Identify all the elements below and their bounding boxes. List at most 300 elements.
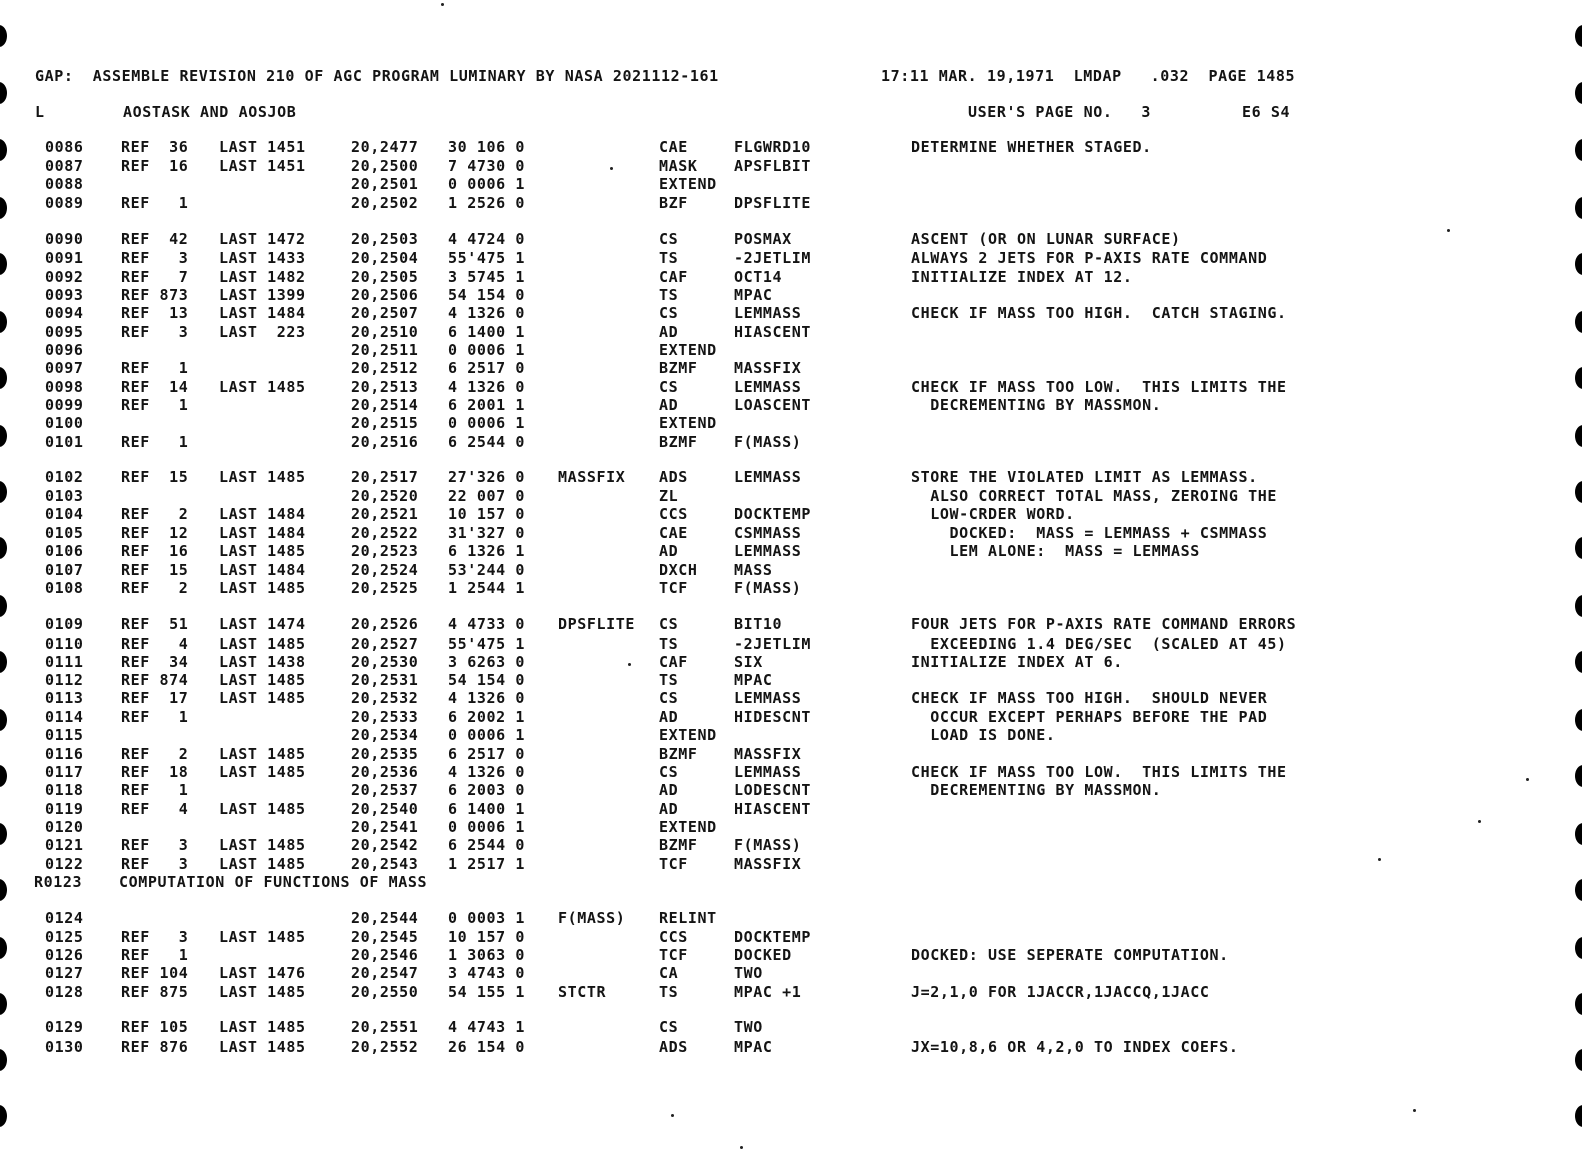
line-number: 0112 <box>45 671 84 689</box>
listing-row <box>0 818 1582 836</box>
octal-word: 7 4730 0 <box>448 157 526 175</box>
address: 20,2514 <box>351 396 419 414</box>
ref-count: REF 18 <box>121 763 189 781</box>
ref-count: REF 14 <box>121 378 189 396</box>
ref-count: REF 4 <box>121 635 189 653</box>
print-speck <box>628 663 631 666</box>
octal-word: 53'244 0 <box>448 561 526 579</box>
ref-count: REF 15 <box>121 468 189 486</box>
octal-word: 4 1326 0 <box>448 378 526 396</box>
punch-hole <box>1575 1105 1582 1127</box>
ref-count: REF 1 <box>121 946 189 964</box>
ref-count: REF 42 <box>121 230 189 248</box>
ref-count: REF 2 <box>121 745 189 763</box>
listing-row <box>0 708 1582 726</box>
line-number: 0102 <box>45 468 84 486</box>
line-number: 0105 <box>45 524 84 542</box>
opcode: BZF <box>659 194 688 212</box>
octal-word: 4 1326 0 <box>448 304 526 322</box>
listing-row <box>0 323 1582 341</box>
code-label: DPSFLITE <box>558 615 636 633</box>
address: 20,2543 <box>351 855 419 873</box>
line-number: 0104 <box>45 505 84 523</box>
opcode: CS <box>659 378 679 396</box>
comment: CHECK IF MASS TOO LOW. THIS LIMITS THE <box>911 378 1287 396</box>
address: 20,2527 <box>351 635 419 653</box>
opcode: TCF <box>659 579 688 597</box>
last-ref: LAST 1438 <box>219 653 306 671</box>
listing-row <box>0 468 1582 486</box>
opcode: CS <box>659 230 679 248</box>
punch-hole <box>1575 82 1582 104</box>
listing-row <box>0 836 1582 854</box>
comment: LEM ALONE: MASS = LEMMASS <box>911 542 1200 560</box>
line-number: 0125 <box>45 928 84 946</box>
ref-count: REF 1 <box>121 433 189 451</box>
opcode: CA <box>659 964 679 982</box>
line-number: 0116 <box>45 745 84 763</box>
ref-count: REF 36 <box>121 138 189 156</box>
opcode: TS <box>659 286 679 304</box>
address: 20,2507 <box>351 304 419 322</box>
listing-row <box>0 194 1582 212</box>
operand: DOCKTEMP <box>734 928 812 946</box>
listing-row <box>0 378 1582 396</box>
address: 20,2524 <box>351 561 419 579</box>
opcode: BZMF <box>659 433 698 451</box>
line-number: 0100 <box>45 414 84 432</box>
listing-row <box>0 341 1582 359</box>
octal-word: 54 154 0 <box>448 671 526 689</box>
listing-row <box>0 653 1582 671</box>
address: 20,2522 <box>351 524 419 542</box>
address: 20,2542 <box>351 836 419 854</box>
listing-row <box>0 414 1582 432</box>
listing-row <box>0 946 1582 964</box>
comment: FOUR JETS FOR P-AXIS RATE COMMAND ERRORS <box>911 615 1297 633</box>
line-number: 0094 <box>45 304 84 322</box>
address: 20,2512 <box>351 359 419 377</box>
address: 20,2517 <box>351 468 419 486</box>
line-number: 0130 <box>45 1038 84 1056</box>
opcode: RELINT <box>659 909 717 927</box>
operand: MPAC <box>734 671 773 689</box>
punch-hole <box>0 25 7 47</box>
last-ref: LAST 1485 <box>219 378 306 396</box>
comment: ALSO CORRECT TOTAL MASS, ZEROING THE <box>911 487 1277 505</box>
opcode: CS <box>659 689 679 707</box>
last-ref: LAST 1484 <box>219 505 306 523</box>
opcode: CAF <box>659 653 688 671</box>
octal-word: 1 3063 0 <box>448 946 526 964</box>
operand: MPAC +1 <box>734 983 802 1001</box>
line-number: 0109 <box>45 615 84 633</box>
line-number: 0118 <box>45 781 84 799</box>
ref-count: REF 105 <box>121 1018 189 1036</box>
address: 20,2532 <box>351 689 419 707</box>
operand: LEMMASS <box>734 378 802 396</box>
run-stamp: 17:11 MAR. 19,1971 LMDAP .032 PAGE 1485 <box>881 67 1296 85</box>
octal-word: 6 2517 0 <box>448 359 526 377</box>
address: 20,2550 <box>351 983 419 1001</box>
address: 20,2541 <box>351 818 419 836</box>
opcode: TCF <box>659 946 688 964</box>
line-number: 0098 <box>45 378 84 396</box>
last-ref: LAST 1433 <box>219 249 306 267</box>
operand: TWO <box>734 964 763 982</box>
code-label: MASSFIX <box>558 468 626 486</box>
opcode: AD <box>659 708 679 726</box>
line-number: 0091 <box>45 249 84 267</box>
opcode: CCS <box>659 928 688 946</box>
opcode: DXCH <box>659 561 698 579</box>
last-ref: LAST 1485 <box>219 635 306 653</box>
listing-row <box>0 396 1582 414</box>
operand: CSMMASS <box>734 524 802 542</box>
ref-count: REF 3 <box>121 855 189 873</box>
listing-row <box>0 726 1582 744</box>
operand: OCT14 <box>734 268 783 286</box>
last-ref: LAST 1485 <box>219 1038 306 1056</box>
opcode: TS <box>659 671 679 689</box>
last-ref: LAST 1472 <box>219 230 306 248</box>
octal-word: 4 1326 0 <box>448 689 526 707</box>
comment: INITIALIZE INDEX AT 6. <box>911 653 1123 671</box>
listing-row <box>0 286 1582 304</box>
comment: CHECK IF MASS TOO HIGH. CATCH STAGING. <box>911 304 1287 322</box>
line-number: R0123 <box>34 873 83 891</box>
print-speck <box>610 167 613 170</box>
opcode: CAE <box>659 138 688 156</box>
operand: APSFLBIT <box>734 157 812 175</box>
operand: F(MASS) <box>734 836 802 854</box>
ref-count: REF 876 <box>121 1038 189 1056</box>
line-number: 0092 <box>45 268 84 286</box>
last-ref: LAST 1485 <box>219 542 306 560</box>
ref-count: REF 3 <box>121 836 189 854</box>
operand: MASSFIX <box>734 855 802 873</box>
ref-count: REF 7 <box>121 268 189 286</box>
last-ref: LAST 1476 <box>219 964 306 982</box>
address: 20,2502 <box>351 194 419 212</box>
line-number: 0124 <box>45 909 84 927</box>
ref-count: REF 16 <box>121 542 189 560</box>
octal-word: 6 2544 0 <box>448 433 526 451</box>
octal-word: 54 155 1 <box>448 983 526 1001</box>
opcode: BZMF <box>659 836 698 854</box>
opcode: MASK <box>659 157 698 175</box>
print-speck <box>740 1146 743 1149</box>
last-ref: LAST 1484 <box>219 304 306 322</box>
octal-word: 3 4743 0 <box>448 964 526 982</box>
line-number: 0090 <box>45 230 84 248</box>
comment: CHECK IF MASS TOO LOW. THIS LIMITS THE <box>911 763 1287 781</box>
ref-count: REF 874 <box>121 671 189 689</box>
section-title: AOSTASK AND AOSJOB <box>123 103 297 121</box>
operand: HIASCENT <box>734 323 812 341</box>
comment: DECREMENTING BY MASSMON. <box>911 781 1162 799</box>
opcode: ADS <box>659 1038 688 1056</box>
ref-count: REF 16 <box>121 157 189 175</box>
last-ref: LAST 1451 <box>219 157 306 175</box>
octal-word: 6 2003 0 <box>448 781 526 799</box>
operand: SIX <box>734 653 763 671</box>
octal-word: 4 4724 0 <box>448 230 526 248</box>
listing-row <box>0 157 1582 175</box>
operand: MASS <box>734 561 773 579</box>
operand: HIASCENT <box>734 800 812 818</box>
listing-row <box>0 909 1582 927</box>
opcode: EXTEND <box>659 818 717 836</box>
operand: HIDESCNT <box>734 708 812 726</box>
ref-count: REF 3 <box>121 323 189 341</box>
address: 20,2506 <box>351 286 419 304</box>
comment: OCCUR EXCEPT PERHAPS BEFORE THE PAD <box>911 708 1268 726</box>
octal-word: 0 0006 1 <box>448 818 526 836</box>
listing-row <box>0 138 1582 156</box>
print-speck <box>1413 1109 1416 1112</box>
listing-row <box>0 487 1582 505</box>
listing-row <box>0 175 1582 193</box>
listing-row <box>0 249 1582 267</box>
octal-word: 6 1326 1 <box>448 542 526 560</box>
octal-word: 1 2544 1 <box>448 579 526 597</box>
opcode: EXTEND <box>659 414 717 432</box>
comment: EXCEEDING 1.4 DEG/SEC (SCALED AT 45) <box>911 635 1287 653</box>
octal-word: 6 1400 1 <box>448 323 526 341</box>
address: 20,2535 <box>351 745 419 763</box>
ref-count: REF 1 <box>121 194 189 212</box>
address: 20,2477 <box>351 138 419 156</box>
line-number: 0110 <box>45 635 84 653</box>
comment: DOCKED: MASS = LEMMASS + CSMMASS <box>911 524 1268 542</box>
opcode: EXTEND <box>659 341 717 359</box>
ref-count: REF 1 <box>121 781 189 799</box>
listing-row <box>0 433 1582 451</box>
octal-word: 54 154 0 <box>448 286 526 304</box>
ref-count: REF 17 <box>121 689 189 707</box>
line-number: 0108 <box>45 579 84 597</box>
operand: TWO <box>734 1018 763 1036</box>
last-ref: LAST 223 <box>219 323 306 341</box>
last-ref: LAST 1451 <box>219 138 306 156</box>
opcode: ZL <box>659 487 679 505</box>
line-number: 0099 <box>45 396 84 414</box>
opcode: AD <box>659 396 679 414</box>
line-number: 0129 <box>45 1018 84 1036</box>
line-number: 0121 <box>45 836 84 854</box>
octal-word: 3 6263 0 <box>448 653 526 671</box>
listing-row <box>0 781 1582 799</box>
print-speck <box>441 3 444 6</box>
address: 20,2500 <box>351 157 419 175</box>
last-ref: LAST 1485 <box>219 855 306 873</box>
operand: F(MASS) <box>734 579 802 597</box>
last-ref: LAST 1484 <box>219 561 306 579</box>
print-speck <box>671 1114 674 1117</box>
listing-row <box>0 928 1582 946</box>
line-number: 0101 <box>45 433 84 451</box>
comment: DETERMINE WHETHER STAGED. <box>911 138 1152 156</box>
octal-word: 6 2001 1 <box>448 396 526 414</box>
code-label: F(MASS) <box>558 909 626 927</box>
listing-marker: L <box>35 103 45 121</box>
opcode: CS <box>659 1018 679 1036</box>
octal-word: 0 0006 1 <box>448 175 526 193</box>
listing-row <box>0 615 1582 633</box>
address: 20,2503 <box>351 230 419 248</box>
operand: LEMMASS <box>734 689 802 707</box>
octal-word: 10 157 0 <box>448 505 526 523</box>
listing-row <box>0 542 1582 560</box>
operand: F(MASS) <box>734 433 802 451</box>
comment: DOCKED: USE SEPERATE COMPUTATION. <box>911 946 1229 964</box>
octal-word: 6 2002 1 <box>448 708 526 726</box>
comment: JX=10,8,6 OR 4,2,0 TO INDEX COEFS. <box>911 1038 1239 1056</box>
address: 20,2552 <box>351 1038 419 1056</box>
octal-word: 1 2526 0 <box>448 194 526 212</box>
operand: LEMMASS <box>734 304 802 322</box>
octal-word: 22 007 0 <box>448 487 526 505</box>
octal-word: 6 1400 1 <box>448 800 526 818</box>
ref-count: REF 51 <box>121 615 189 633</box>
last-ref: LAST 1485 <box>219 983 306 1001</box>
opcode: TS <box>659 249 679 267</box>
last-ref: LAST 1485 <box>219 671 306 689</box>
operand: BIT10 <box>734 615 783 633</box>
listing-row <box>0 505 1582 523</box>
operand: MPAC <box>734 286 773 304</box>
line-number: 0086 <box>45 138 84 156</box>
operand: MASSFIX <box>734 745 802 763</box>
opcode: EXTEND <box>659 175 717 193</box>
listing-row <box>0 763 1582 781</box>
ref-count: REF 1 <box>121 396 189 414</box>
ref-count: REF 873 <box>121 286 189 304</box>
address: 20,2505 <box>351 268 419 286</box>
remark-text: COMPUTATION OF FUNCTIONS OF MASS <box>119 873 428 891</box>
listing-row <box>0 1018 1582 1036</box>
last-ref: LAST 1399 <box>219 286 306 304</box>
operand: MPAC <box>734 1038 773 1056</box>
octal-word: 26 154 0 <box>448 1038 526 1056</box>
opcode: TS <box>659 983 679 1001</box>
line-number: 0122 <box>45 855 84 873</box>
octal-word: 30 106 0 <box>448 138 526 156</box>
comment: LOW-CRDER WORD. <box>911 505 1075 523</box>
last-ref: LAST 1482 <box>219 268 306 286</box>
print-speck <box>1378 858 1381 861</box>
line-number: 0114 <box>45 708 84 726</box>
listing-row <box>0 561 1582 579</box>
address: 20,2545 <box>351 928 419 946</box>
opcode: TS <box>659 635 679 653</box>
listing-row <box>0 964 1582 982</box>
operand: LEMMASS <box>734 468 802 486</box>
line-number: 0126 <box>45 946 84 964</box>
line-number: 0096 <box>45 341 84 359</box>
listing-row <box>0 304 1582 322</box>
last-ref: LAST 1485 <box>219 1018 306 1036</box>
punch-hole <box>0 595 7 617</box>
octal-word: 10 157 0 <box>448 928 526 946</box>
listing-row <box>0 524 1582 542</box>
opcode: AD <box>659 323 679 341</box>
comment: CHECK IF MASS TOO HIGH. SHOULD NEVER <box>911 689 1268 707</box>
opcode: BZMF <box>659 359 698 377</box>
line-number: 0106 <box>45 542 84 560</box>
line-number: 0128 <box>45 983 84 1001</box>
line-number: 0113 <box>45 689 84 707</box>
address: 20,2533 <box>351 708 419 726</box>
address: 20,2526 <box>351 615 419 633</box>
assembly-header: GAP: ASSEMBLE REVISION 210 OF AGC PROGRAM LUMINARY BY NASA 2021112-161 <box>35 67 719 85</box>
address: 20,2544 <box>351 909 419 927</box>
opcode: AD <box>659 781 679 799</box>
octal-word: 6 2544 0 <box>448 836 526 854</box>
listing-row <box>0 1038 1582 1056</box>
line-number: 0127 <box>45 964 84 982</box>
opcode: EXTEND <box>659 726 717 744</box>
last-ref: LAST 1484 <box>219 524 306 542</box>
opcode: CS <box>659 763 679 781</box>
line-number: 0087 <box>45 157 84 175</box>
ref-count: REF 3 <box>121 928 189 946</box>
remark-row <box>0 873 1582 891</box>
operand: DOCKED <box>734 946 792 964</box>
last-ref: LAST 1485 <box>219 579 306 597</box>
address: 20,2547 <box>351 964 419 982</box>
address: 20,2546 <box>351 946 419 964</box>
operand: -2JETLIM <box>734 249 812 267</box>
listing-row <box>0 855 1582 873</box>
ref-count: REF 875 <box>121 983 189 1001</box>
octal-word: 0 0006 1 <box>448 414 526 432</box>
operand: DOCKTEMP <box>734 505 812 523</box>
line-number: 0093 <box>45 286 84 304</box>
last-ref: LAST 1485 <box>219 800 306 818</box>
address: 20,2513 <box>351 378 419 396</box>
punch-hole <box>1575 595 1582 617</box>
operand: -2JETLIM <box>734 635 812 653</box>
print-speck <box>1526 778 1529 781</box>
octal-word: 3 5745 1 <box>448 268 526 286</box>
octal-word: 6 2517 0 <box>448 745 526 763</box>
address: 20,2520 <box>351 487 419 505</box>
listing-row <box>0 268 1582 286</box>
address: 20,2537 <box>351 781 419 799</box>
punch-hole <box>1575 25 1582 47</box>
print-speck <box>1447 229 1450 232</box>
line-number: 0120 <box>45 818 84 836</box>
ref-count: REF 1 <box>121 708 189 726</box>
address: 20,2551 <box>351 1018 419 1036</box>
listing-row <box>0 689 1582 707</box>
address: 20,2521 <box>351 505 419 523</box>
address: 20,2525 <box>351 579 419 597</box>
opcode: CAF <box>659 268 688 286</box>
octal-word: 55'475 1 <box>448 249 526 267</box>
octal-word: 0 0006 1 <box>448 341 526 359</box>
address: 20,2536 <box>351 763 419 781</box>
address: 20,2540 <box>351 800 419 818</box>
print-speck <box>1478 820 1481 823</box>
ref-count: REF 13 <box>121 304 189 322</box>
octal-word: 1 2517 1 <box>448 855 526 873</box>
listing-row <box>0 635 1582 653</box>
comment: ALWAYS 2 JETS FOR P-AXIS RATE COMMAND <box>911 249 1268 267</box>
punch-hole <box>0 82 7 104</box>
